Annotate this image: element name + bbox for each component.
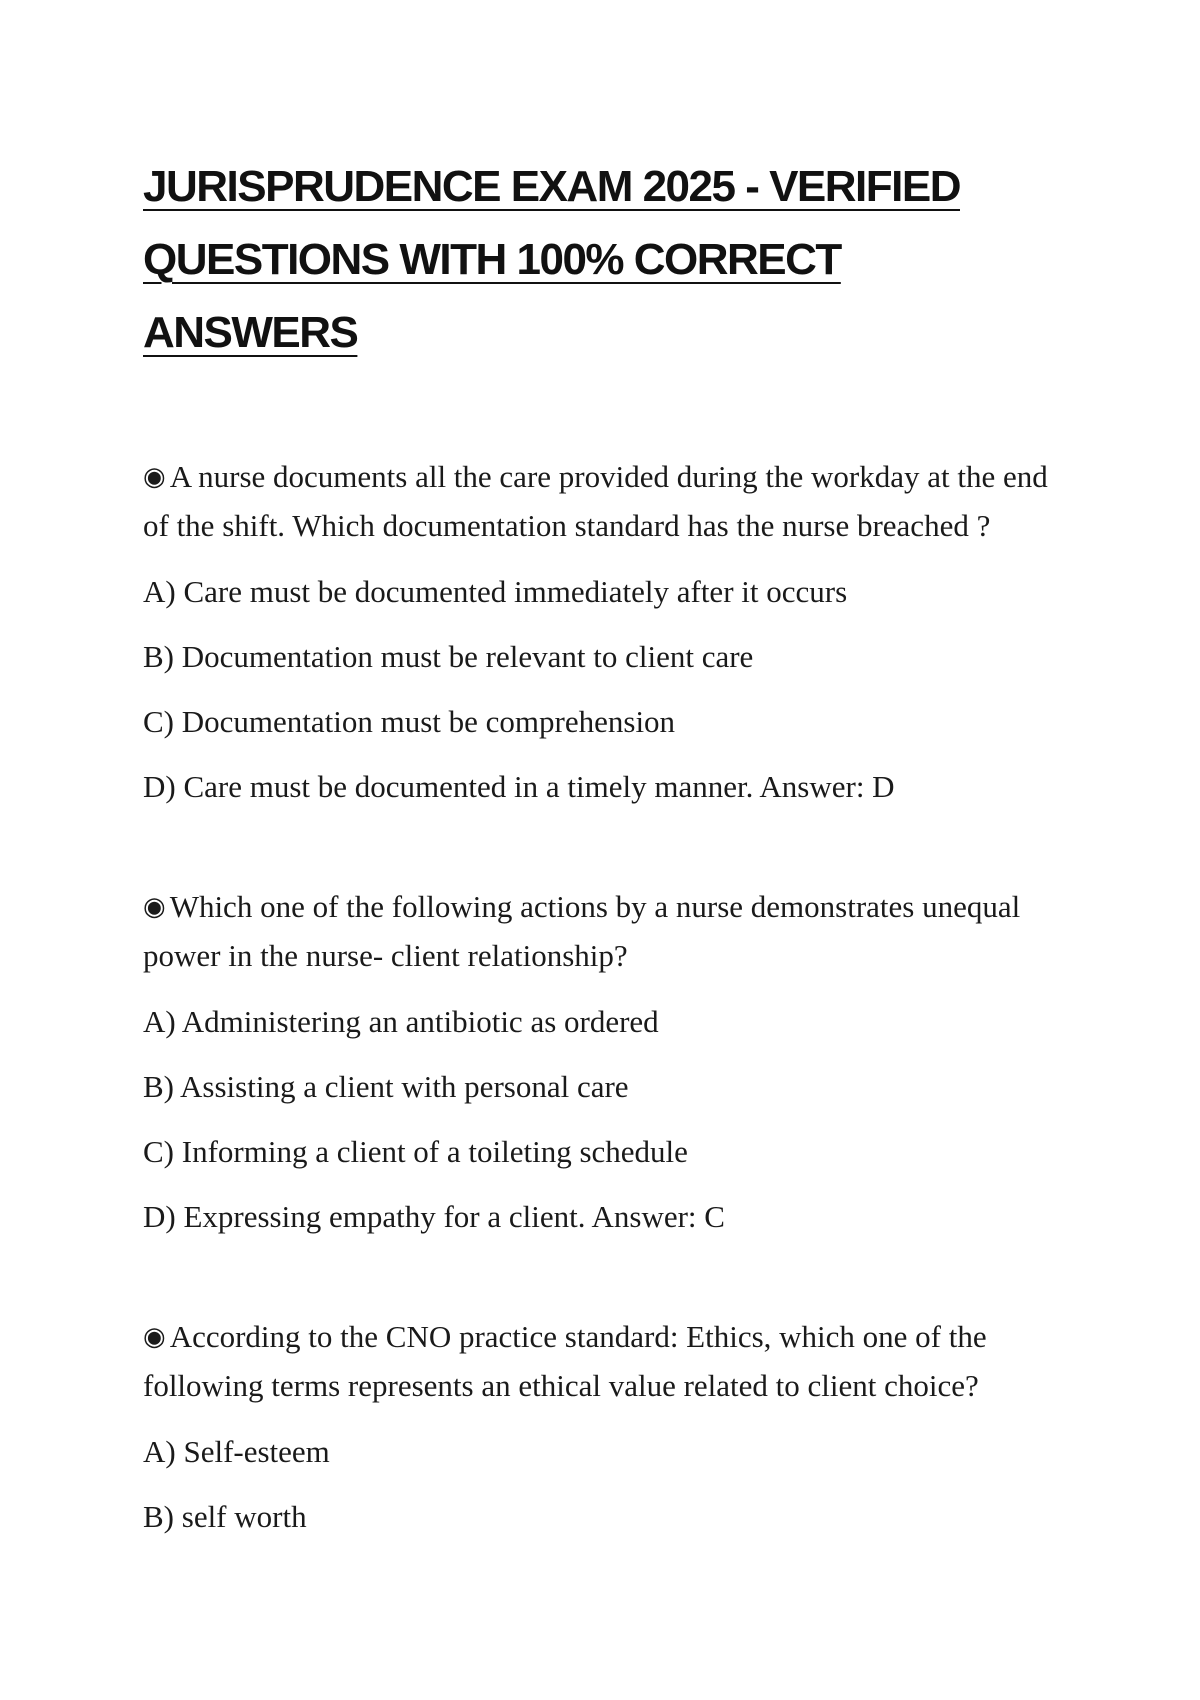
bullet-icon: ◉ xyxy=(143,892,166,921)
answer-option-b: B) self worth xyxy=(143,1499,307,1534)
answer-option-a: A) Care must be documented immediately after it occurs xyxy=(143,574,848,609)
answer-option-d: D) Expressing empathy for a client. Answer: C xyxy=(143,1199,725,1234)
bullet-icon: ◉ xyxy=(143,1322,166,1351)
bullet-icon: ◉ xyxy=(143,462,166,491)
document-title-line-1: JURISPRUDENCE EXAM 2025 - VERIFIED xyxy=(143,162,960,211)
document-page xyxy=(143,150,1063,1549)
answer-option-b: B) Documentation must be relevant to client care xyxy=(143,639,754,674)
question-stem xyxy=(143,883,1063,979)
answer-option-a: A) Administering an antibiotic as ordered xyxy=(143,1004,659,1039)
question-stem-text: A nurse documents all the care provided during the workday at the end of the shift. Which documentation standard has the nurse breached ? xyxy=(143,459,1048,543)
answer-option-c: C) Informing a client of a toileting schedule xyxy=(143,1134,688,1169)
answer-option-c: C) Documentation must be comprehension xyxy=(143,704,676,739)
question-stem-text: Which one of the following actions by a nurse demonstrates unequal power in the nurse- client relationship? xyxy=(143,889,1021,973)
answer-option-d: D) Care must be documented in a timely manner. Answer: D xyxy=(143,769,895,804)
question-stem xyxy=(143,453,1063,549)
answer-option-b: B) Assisting a client with personal care xyxy=(143,1069,629,1104)
question-stem xyxy=(143,1313,1063,1409)
question-stem-text: According to the CNO practice standard: Ethics, which one of the following terms represents an ethical value related to client choice? xyxy=(143,1319,987,1403)
document-title-line-2: QUESTIONS WITH 100% CORRECT ANSWERS xyxy=(143,235,841,357)
document-title xyxy=(143,150,1063,369)
answer-option-a: A) Self-esteem xyxy=(143,1434,330,1469)
question-2 xyxy=(143,883,1063,1249)
question-3 xyxy=(143,1313,1063,1549)
question-1 xyxy=(143,453,1063,819)
